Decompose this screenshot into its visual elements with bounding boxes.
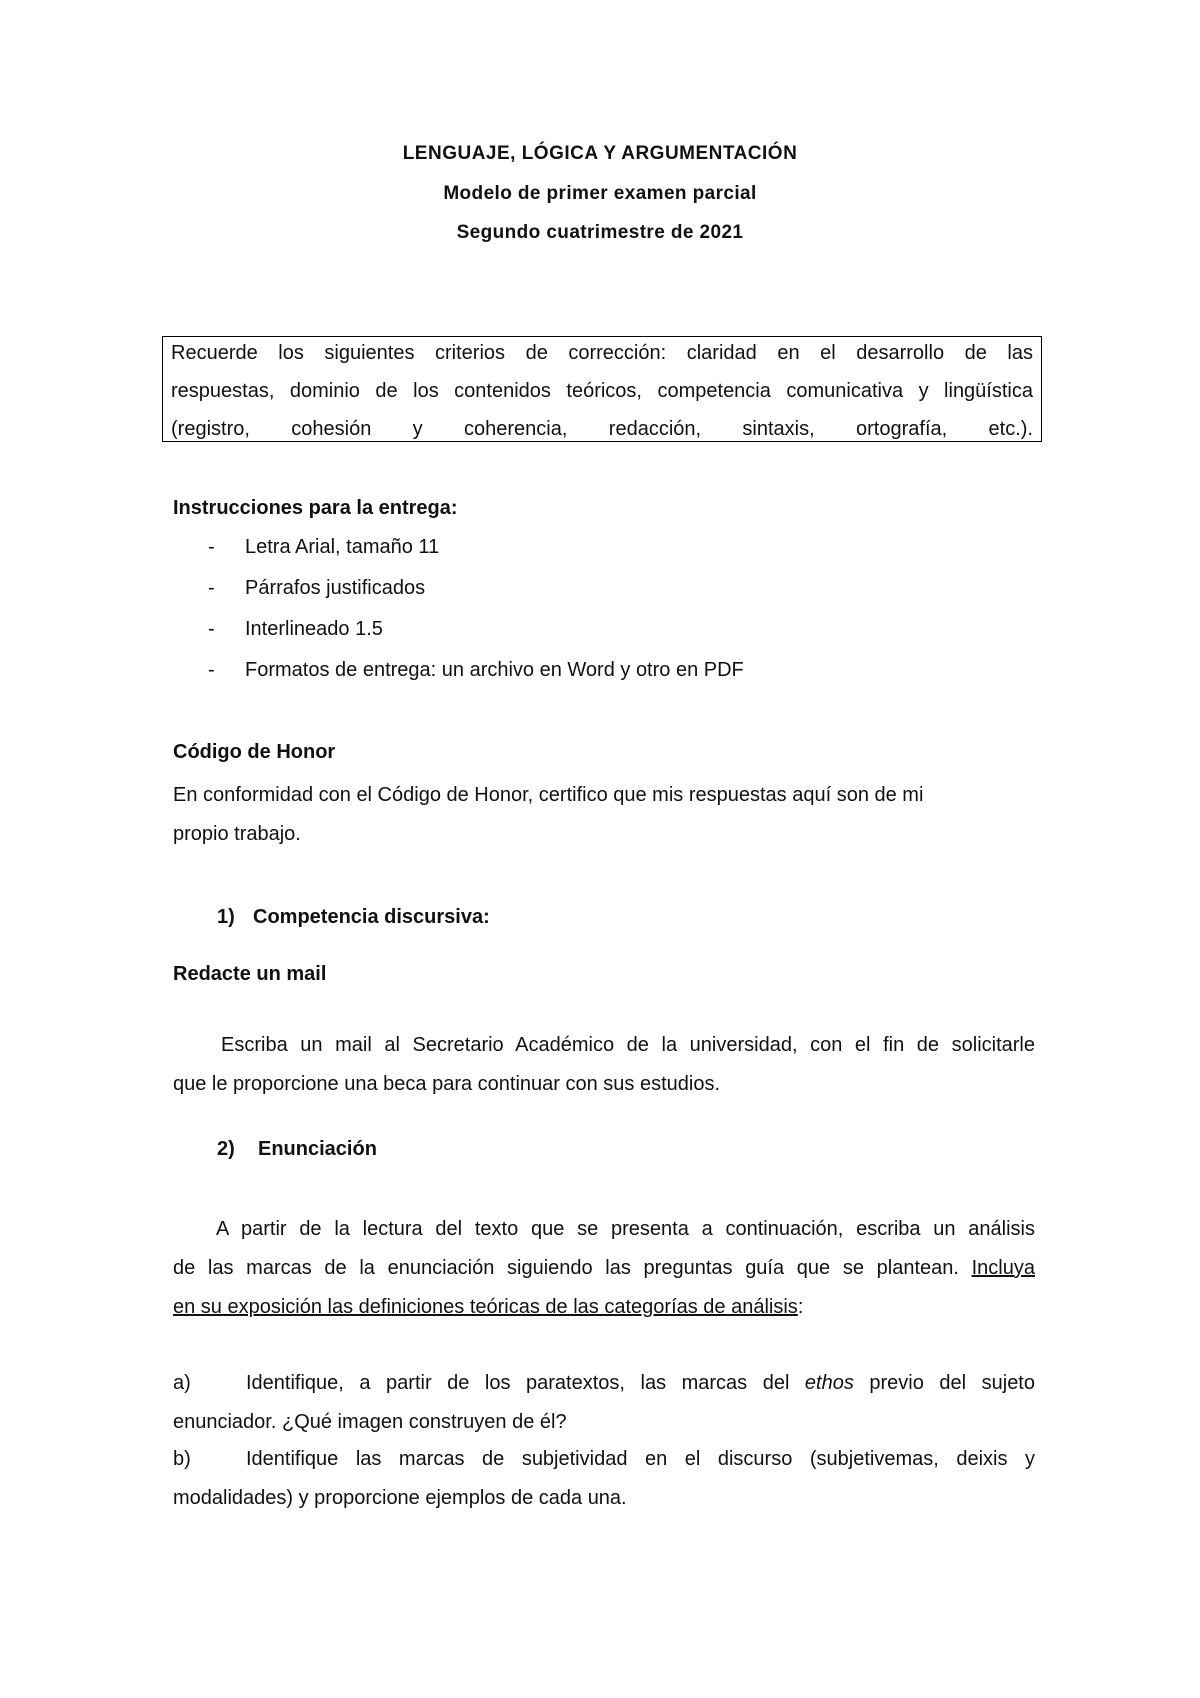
section2-number: 2) [217, 1138, 235, 1160]
section2-line [173, 1249, 1035, 1288]
section2-line3-underlined: en su exposición las definiciones teóricas de las categorías de análisis [173, 1296, 798, 1318]
question-b-line2: modalidades) y proporcione ejemplos de cada una. [173, 1487, 627, 1509]
section2-line: A partir de la lectura del texto que se presenta a continuación, escriba un análisis [216, 1218, 1035, 1240]
criteria-text [171, 334, 1033, 448]
criteria-line: respuestas, dominio de los contenidos teóricos, competencia comunicativa y lingüística [171, 380, 1033, 402]
list-item [208, 609, 744, 650]
dash-bullet: - [208, 577, 215, 599]
section1-line: que le proporcione una beca para continuar con sus estudios. [173, 1073, 721, 1095]
list-item-text: Interlineado 1.5 [245, 618, 383, 640]
instructions-heading: Instrucciones para la entrega: [173, 497, 458, 519]
honor-heading: Código de Honor [173, 741, 336, 763]
honor-line: En conformidad con el Código de Honor, certifico que mis respuestas aquí son de mi [173, 784, 924, 806]
criteria-line: Recuerde los siguientes criterios de corrección: claridad en el desarrollo de las [171, 342, 1033, 364]
question-a-italic: ethos [804, 1372, 854, 1394]
list-item-text: Párrafos justificados [245, 577, 426, 599]
document-title: LENGUAJE, LÓGICA Y ARGUMENTACIÓN [402, 143, 798, 164]
section2-line2-plain: de las marcas de la enunciación siguiendo las preguntas guía que se plantean. [173, 1257, 972, 1279]
question-a-line2: enunciador. ¿Qué imagen construyen de él? [173, 1411, 567, 1433]
list-item-text: Formatos de entrega: un archivo en Word y otro en PDF [245, 659, 744, 681]
question-a-text: previo del sujeto [853, 1372, 1035, 1394]
instructions-list [208, 527, 744, 691]
question-a-text: Identifique, a partir de los paratextos, las marcas del [246, 1372, 805, 1394]
dash-bullet: - [208, 618, 215, 640]
list-item [208, 568, 744, 609]
question-b [173, 1440, 1035, 1518]
question-b-line1: Identifique las marcas de subjetividad en el discurso (subjetivemas, deixis y [246, 1448, 1035, 1470]
criteria-line: (registro, cohesión y coherencia, redacción, sintaxis, ortografía, etc.). [171, 418, 1033, 440]
criteria-box [162, 336, 1042, 442]
question-b-label: b) [173, 1448, 191, 1470]
section1-text [173, 1026, 1035, 1104]
list-item [208, 527, 744, 568]
section2-line [173, 1288, 1035, 1327]
section2-text [173, 1210, 1035, 1327]
dash-bullet: - [208, 536, 215, 558]
question-a-line [173, 1364, 1035, 1403]
question-b-line [173, 1440, 1035, 1479]
section1-subheading: Redacte un mail [173, 963, 327, 985]
question-a-label: a) [173, 1372, 191, 1394]
honor-text [173, 776, 923, 854]
question-a [173, 1364, 1035, 1442]
section1-line: Escriba un mail al Secretario Académico de la universidad, con el fin de solicitarle [221, 1034, 1035, 1056]
list-item [208, 650, 744, 691]
dash-bullet: - [208, 659, 215, 681]
question-a-line1 [246, 1364, 1035, 1403]
honor-line: propio trabajo. [173, 823, 301, 845]
section2-line2-underlined: Incluya [971, 1257, 1035, 1279]
list-item-text: Letra Arial, tamaño 11 [245, 536, 440, 558]
exam-subtitle: Modelo de primer examen parcial [443, 183, 757, 204]
section2-line3-tail: : [797, 1296, 804, 1318]
exam-term: Segundo cuatrimestre de 2021 [456, 222, 744, 243]
section1-number: 1) [217, 906, 235, 928]
section2-title: Enunciación [258, 1138, 377, 1160]
section1-title: Competencia discursiva: [253, 906, 490, 928]
